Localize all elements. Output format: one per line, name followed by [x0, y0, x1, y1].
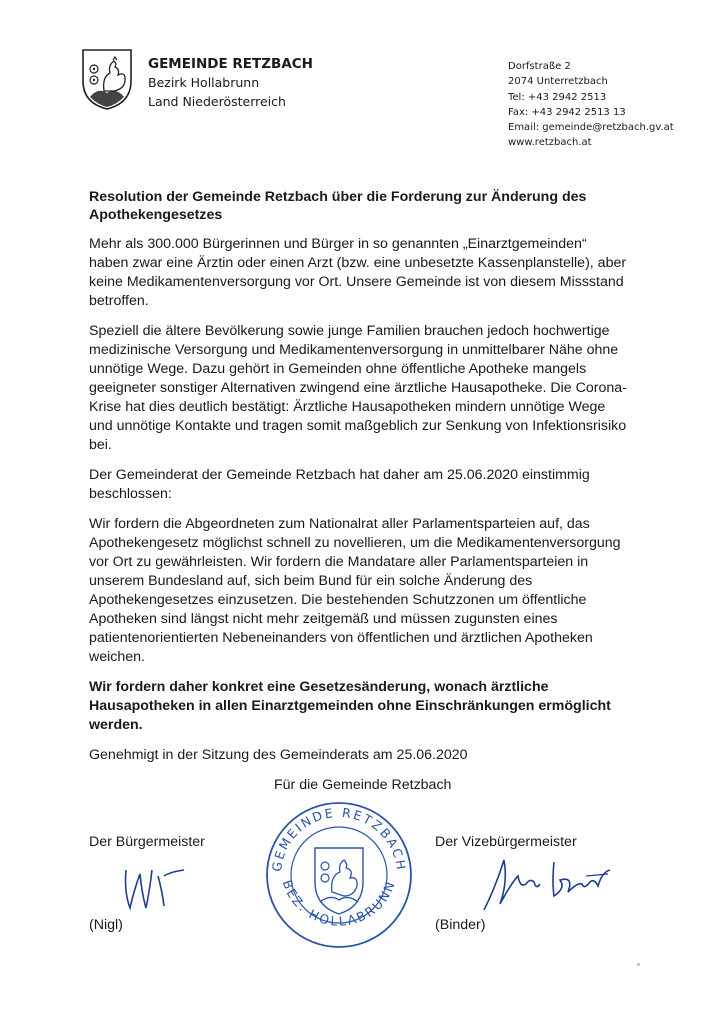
org-district: Bezirk Hollabrunn [148, 75, 260, 90]
document-body [89, 188, 629, 777]
rooster-crest-icon [80, 47, 134, 111]
svg-text:BEZ. HOLLABRUNN: BEZ. HOLLABRUNN [279, 877, 399, 929]
contact-street: Dorfstraße 2 [508, 61, 571, 72]
contact-city: 2074 Unterretzbach [508, 76, 608, 88]
vice-mayor-signature [478, 852, 618, 922]
paragraph: Der Gemeinderat der Gemeinde Retzbach hat daher am 25.06.2020 einstimmig beschlossen: [89, 466, 590, 502]
org-state: Land Niederösterreich [148, 94, 286, 109]
approval-line: Genehmigt in der Sitzung des Gemeinderats am 25.06.2020 [89, 747, 468, 764]
contact-block [508, 59, 674, 151]
contact-tel: Tel: +43 2942 2513 [508, 91, 607, 103]
contact-fax: Fax: +43 2942 2513 13 [508, 106, 626, 118]
org-name: GEMEINDE RETZBACH [148, 56, 313, 72]
mayor-label: Der Bürgermeister [89, 834, 205, 850]
document-title: Resolution der Gemeinde Retzbach über die Forderung zur Änderung des Apothekengesetzes [89, 189, 587, 223]
contact-web: www.retzbach.at [508, 137, 592, 149]
svg-text:GEMEINDE RETZBACH: GEMEINDE RETZBACH [268, 804, 410, 873]
letterhead [148, 55, 313, 111]
contact-email: Email: gemeinde@retzbach.gv.at [508, 122, 674, 134]
vice-mayor-name: (Binder) [435, 917, 486, 933]
demand-paragraph: Wir fordern daher konkret eine Gesetzesänderung, wonach ärztliche Hausapotheken in allen Einarztgemeinden ohne Einschränkungen ermöglicht werden. [89, 679, 611, 733]
paragraph: Wir fordern die Abgeordneten zum Nationalrat aller Parlamentsparteien auf, das Apothekengesetz möglichst schnell zu novellieren, um die Medikamentenversorgung vor Ort zu gewährleisten. Wir fordern die Mandatare aller Parlamentsparteien in unserem Bundesland auf, sich beim Bund für ein solche Änderung des Apothekengesetzes einzusetzen. Die bestehenden Schutzzonen um öffentliche Apotheken sind längst nicht mehr zeitgemäß und müssen zugunsten eines patientenorientierten Nebeneinanders von öffentlichen und ärztlichen Apotheken weichen. [89, 516, 621, 665]
paragraph: Speziell die ältere Bevölkerung sowie junge Familien brauchen jedoch hochwertige medizinische Versorgung und Medikamentenversorgung in unmittelbarer Nähe ohne unnötige Wege. Dazu gehört in Gemeinden ohne öffentliche Apotheke mangels geeigneter sonstiger Alternativen zwingend eine ärztliche Hausapotheke. Die Corona-Krise hat dies deutlich bestätigt: Ärztliche Hausapotheken mindern unnötige Wege und unnötige Kontakte und tragen somit maßgeblich zur Senkung von Infektionsrisiko bei. [89, 323, 627, 453]
for-municipality-line: Für die Gemeinde Retzbach [274, 777, 452, 793]
vice-mayor-label: Der Vizebürgermeister [435, 834, 577, 850]
scan-speck [637, 963, 640, 966]
official-stamp [264, 800, 414, 950]
paragraph: Mehr als 300.000 Bürgerinnen und Bürger in so genannten „Einarztgemeinden“ haben zwar eine Ärztin oder einen Arzt (bzw. eine unbesetzte Kassenplanstelle), aber keine Medikamentenversorgung vor Ort. Unsere Gemeinde ist von diesem Missstand betroffen. [89, 236, 627, 309]
mayor-signature [112, 852, 192, 918]
mayor-name: (Nigl) [89, 917, 123, 933]
